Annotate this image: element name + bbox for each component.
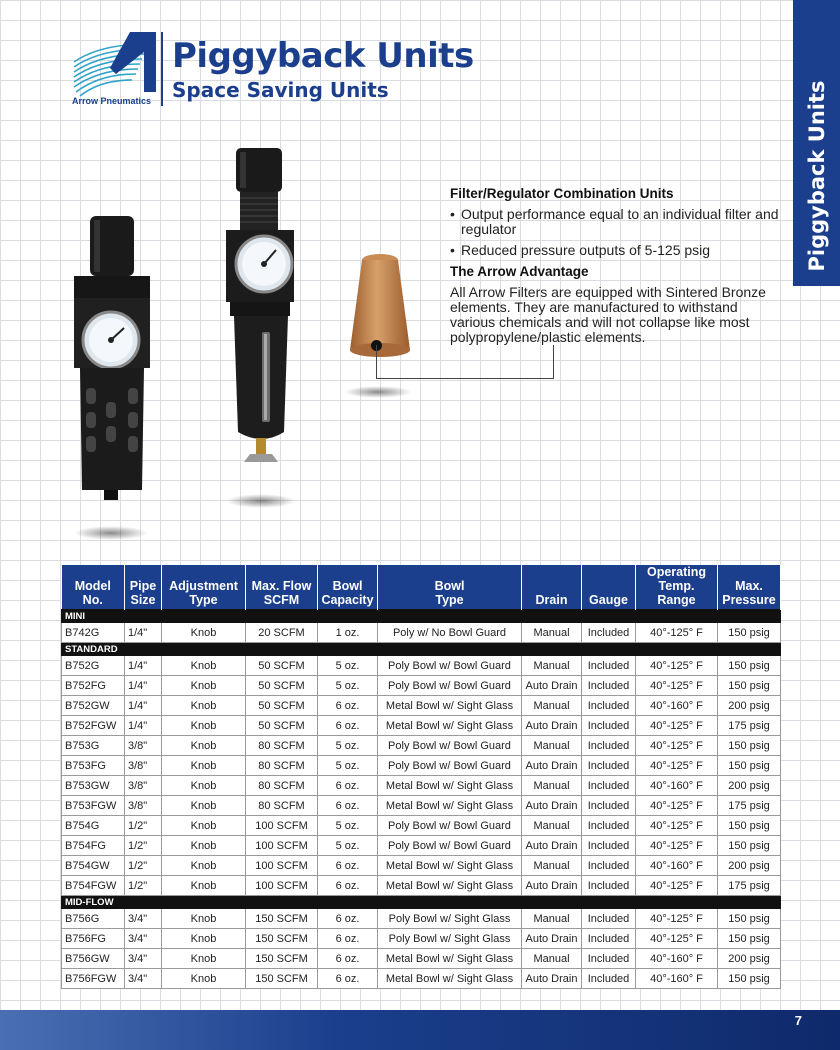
cell-drain: Auto Drain [522, 929, 582, 949]
cell-temp-range: 40°-160° F [636, 969, 718, 989]
column-header-temp-range [636, 565, 718, 610]
cell-bowl-capacity: 5 oz. [318, 756, 378, 776]
cell-max-flow: 50 SCFM [246, 656, 318, 676]
cell-adjustment-type: Knob [162, 836, 246, 856]
column-header-line: Temp. Range [657, 579, 696, 607]
cell-bowl-type: Metal Bowl w/ Sight Glass [378, 969, 522, 989]
table-row [62, 969, 781, 989]
cell-max-flow: 80 SCFM [246, 776, 318, 796]
cell-max-pressure: 175 psig [718, 716, 781, 736]
column-header-max-pressure [718, 565, 781, 610]
table-row [62, 929, 781, 949]
section-row [62, 896, 781, 909]
cell-drain: Manual [522, 696, 582, 716]
cell-model: B752FGW [62, 716, 125, 736]
cell-drain: Manual [522, 949, 582, 969]
cell-pipe-size: 3/4" [125, 949, 162, 969]
column-header-line: Size [130, 593, 156, 607]
table-row [62, 736, 781, 756]
cell-max-pressure: 175 psig [718, 796, 781, 816]
feature-bullet: • Output performance equal to an individual filter and regulator [450, 207, 780, 237]
cell-bowl-capacity: 6 oz. [318, 949, 378, 969]
cell-pipe-size: 3/8" [125, 756, 162, 776]
cell-max-flow: 100 SCFM [246, 836, 318, 856]
table-row [62, 776, 781, 796]
cell-temp-range: 40°-160° F [636, 949, 718, 969]
cell-temp-range: 40°-125° F [636, 816, 718, 836]
table-row [62, 836, 781, 856]
cell-gauge: Included [582, 949, 636, 969]
page-subtitle: Space Saving Units [172, 78, 389, 102]
cell-model: B756FG [62, 929, 125, 949]
cell-bowl-type: Metal Bowl w/ Sight Glass [378, 776, 522, 796]
cell-model: B753GW [62, 776, 125, 796]
description-heading: Filter/Regulator Combination Units [450, 186, 674, 201]
cell-max-flow: 150 SCFM [246, 929, 318, 949]
side-tab-label: Piggyback Units [804, 80, 829, 272]
cell-max-pressure: 200 psig [718, 696, 781, 716]
cell-temp-range: 40°-125° F [636, 876, 718, 896]
cell-gauge: Included [582, 856, 636, 876]
cell-bowl-type: Poly Bowl w/ Sight Glass [378, 909, 522, 929]
table-row [62, 756, 781, 776]
cell-bowl-type: Poly Bowl w/ Bowl Guard [378, 816, 522, 836]
cell-bowl-capacity: 5 oz. [318, 836, 378, 856]
cell-pipe-size: 3/8" [125, 776, 162, 796]
cell-max-flow: 100 SCFM [246, 816, 318, 836]
cell-model: B756GW [62, 949, 125, 969]
cell-bowl-type: Metal Bowl w/ Sight Glass [378, 856, 522, 876]
cell-bowl-type: Poly Bowl w/ Bowl Guard [378, 756, 522, 776]
cell-model: B753FG [62, 756, 125, 776]
cell-pipe-size: 1/2" [125, 856, 162, 876]
cell-drain: Auto Drain [522, 716, 582, 736]
column-header-line: Adjustment [169, 579, 238, 593]
cell-model: B756G [62, 909, 125, 929]
table-row [62, 716, 781, 736]
column-header-bowl-capacity [318, 565, 378, 610]
cell-adjustment-type: Knob [162, 816, 246, 836]
advantage-heading: The Arrow Advantage [450, 264, 589, 279]
cell-model: B752G [62, 656, 125, 676]
cell-adjustment-type: Knob [162, 736, 246, 756]
column-header-bowl-type [378, 565, 522, 610]
cell-max-flow: 80 SCFM [246, 796, 318, 816]
table-row [62, 656, 781, 676]
cell-drain: Manual [522, 656, 582, 676]
spec-table [61, 565, 781, 989]
cell-bowl-type: Metal Bowl w/ Sight Glass [378, 696, 522, 716]
column-header-adjustment-type [162, 565, 246, 610]
product-shadow [74, 526, 148, 540]
cell-temp-range: 40°-125° F [636, 929, 718, 949]
table-row [62, 676, 781, 696]
cell-max-pressure: 150 psig [718, 929, 781, 949]
cell-drain: Auto Drain [522, 796, 582, 816]
section-label: MID-FLOW [62, 896, 781, 909]
filter-regulator-large-image [222, 146, 298, 476]
table-row [62, 816, 781, 836]
cell-bowl-capacity: 6 oz. [318, 796, 378, 816]
cell-max-pressure: 200 psig [718, 776, 781, 796]
page-title: Piggyback Units [172, 36, 474, 76]
cell-max-pressure: 150 psig [718, 836, 781, 856]
cell-gauge: Included [582, 736, 636, 756]
cell-model: B756FGW [62, 969, 125, 989]
column-header-drain [522, 565, 582, 610]
cell-adjustment-type: Knob [162, 656, 246, 676]
table-row [62, 909, 781, 929]
cell-pipe-size: 1/4" [125, 716, 162, 736]
cell-max-flow: 50 SCFM [246, 676, 318, 696]
cell-gauge: Included [582, 776, 636, 796]
cell-drain: Manual [522, 816, 582, 836]
cell-bowl-type: Metal Bowl w/ Sight Glass [378, 716, 522, 736]
cell-adjustment-type: Knob [162, 929, 246, 949]
cell-max-pressure: 150 psig [718, 676, 781, 696]
cell-gauge: Included [582, 909, 636, 929]
cell-model: B742G [62, 623, 125, 643]
cell-bowl-capacity: 1 oz. [318, 623, 378, 643]
callout-line [376, 345, 554, 379]
cell-drain: Manual [522, 909, 582, 929]
cell-pipe-size: 1/4" [125, 623, 162, 643]
cell-gauge: Included [582, 696, 636, 716]
page-number: 7 [794, 1013, 802, 1028]
cell-temp-range: 40°-125° F [636, 836, 718, 856]
cell-max-pressure: 150 psig [718, 969, 781, 989]
cell-gauge: Included [582, 969, 636, 989]
cell-max-flow: 80 SCFM [246, 756, 318, 776]
cell-temp-range: 40°-160° F [636, 696, 718, 716]
cell-pipe-size: 1/4" [125, 676, 162, 696]
cell-max-flow: 150 SCFM [246, 949, 318, 969]
cell-drain: Auto Drain [522, 836, 582, 856]
section-label: STANDARD [62, 643, 781, 656]
cell-max-flow: 20 SCFM [246, 623, 318, 643]
cell-max-flow: 50 SCFM [246, 716, 318, 736]
column-header-line: Pipe [129, 579, 157, 593]
cell-temp-range: 40°-160° F [636, 776, 718, 796]
cell-pipe-size: 1/2" [125, 816, 162, 836]
cell-pipe-size: 3/4" [125, 909, 162, 929]
cell-max-pressure: 150 psig [718, 736, 781, 756]
title-divider [161, 32, 163, 106]
column-header-gauge [582, 565, 636, 610]
column-header-pipe-size [125, 565, 162, 610]
cell-adjustment-type: Knob [162, 776, 246, 796]
cell-bowl-capacity: 6 oz. [318, 856, 378, 876]
cell-max-pressure: 175 psig [718, 876, 781, 896]
cell-bowl-capacity: 6 oz. [318, 716, 378, 736]
cell-max-pressure: 150 psig [718, 623, 781, 643]
cell-bowl-type: Metal Bowl w/ Sight Glass [378, 949, 522, 969]
column-header-line: Bowl [332, 579, 363, 593]
table-row [62, 949, 781, 969]
column-header-max-flow [246, 565, 318, 610]
cell-drain: Manual [522, 856, 582, 876]
cell-max-flow: 150 SCFM [246, 969, 318, 989]
cell-adjustment-type: Knob [162, 696, 246, 716]
cell-pipe-size: 3/4" [125, 969, 162, 989]
cell-bowl-type: Metal Bowl w/ Sight Glass [378, 796, 522, 816]
cell-drain: Manual [522, 776, 582, 796]
section-label: MINI [62, 610, 781, 623]
cell-adjustment-type: Knob [162, 876, 246, 896]
section-row [62, 643, 781, 656]
cell-bowl-capacity: 5 oz. [318, 676, 378, 696]
column-header-line [524, 579, 579, 593]
cell-gauge: Included [582, 756, 636, 776]
cell-gauge: Included [582, 716, 636, 736]
table-row [62, 796, 781, 816]
cell-bowl-type: Poly Bowl w/ Bowl Guard [378, 836, 522, 856]
cell-drain: Auto Drain [522, 676, 582, 696]
cell-bowl-capacity: 6 oz. [318, 929, 378, 949]
cell-pipe-size: 1/2" [125, 876, 162, 896]
cell-max-flow: 50 SCFM [246, 696, 318, 716]
cell-drain: Manual [522, 623, 582, 643]
cell-temp-range: 40°-125° F [636, 756, 718, 776]
cell-bowl-type: Poly Bowl w/ Bowl Guard [378, 676, 522, 696]
cell-temp-range: 40°-125° F [636, 716, 718, 736]
cell-max-pressure: 200 psig [718, 949, 781, 969]
cell-bowl-capacity: 6 oz. [318, 876, 378, 896]
cell-temp-range: 40°-125° F [636, 796, 718, 816]
cell-model: B753FGW [62, 796, 125, 816]
cell-gauge: Included [582, 676, 636, 696]
cell-max-pressure: 200 psig [718, 856, 781, 876]
column-header-line: Gauge [589, 593, 628, 607]
column-header-line: Drain [535, 593, 568, 607]
cell-pipe-size: 3/4" [125, 929, 162, 949]
column-header-model [62, 565, 125, 610]
feature-list [450, 207, 780, 258]
column-header-line: Pressure [722, 593, 776, 607]
filter-regulator-small-image [66, 212, 158, 504]
column-header-line: Capacity [321, 593, 374, 607]
cell-bowl-capacity: 5 oz. [318, 656, 378, 676]
cell-bowl-capacity: 6 oz. [318, 909, 378, 929]
product-shadow [344, 386, 412, 398]
column-header-line: Model [74, 579, 111, 593]
cell-drain: Auto Drain [522, 876, 582, 896]
cell-drain: Manual [522, 736, 582, 756]
table-header-row [62, 565, 781, 610]
cell-max-pressure: 150 psig [718, 816, 781, 836]
cell-gauge: Included [582, 876, 636, 896]
cell-adjustment-type: Knob [162, 856, 246, 876]
cell-model: B754G [62, 816, 125, 836]
cell-adjustment-type: Knob [162, 623, 246, 643]
column-header-line: Bowl [434, 579, 465, 593]
cell-bowl-type: Poly Bowl w/ Bowl Guard [378, 656, 522, 676]
column-header-line: Type [435, 593, 464, 607]
cell-max-flow: 80 SCFM [246, 736, 318, 756]
column-header-line [584, 579, 633, 593]
cell-max-pressure: 150 psig [718, 656, 781, 676]
advantage-text: All Arrow Filters are equipped with Sintered Bronze elements. They are manufactured to withstand various chemicals and will not collapse like most polypropylene/plastic elements. [450, 284, 766, 345]
cell-bowl-type: Poly Bowl w/ Bowl Guard [378, 736, 522, 756]
cell-temp-range: 40°-125° F [636, 736, 718, 756]
cell-bowl-capacity: 6 oz. [318, 776, 378, 796]
cell-drain: Auto Drain [522, 756, 582, 776]
cell-adjustment-type: Knob [162, 676, 246, 696]
product-description [450, 186, 780, 345]
column-header-line: No. [82, 593, 103, 607]
cell-max-flow: 100 SCFM [246, 876, 318, 896]
side-tab [793, 0, 840, 286]
table-row [62, 623, 781, 643]
cell-model: B754FGW [62, 876, 125, 896]
table-row [62, 856, 781, 876]
cell-pipe-size: 1/4" [125, 696, 162, 716]
cell-temp-range: 40°-125° F [636, 656, 718, 676]
cell-adjustment-type: Knob [162, 909, 246, 929]
cell-adjustment-type: Knob [162, 796, 246, 816]
cell-adjustment-type: Knob [162, 949, 246, 969]
cell-temp-range: 40°-160° F [636, 856, 718, 876]
section-row [62, 610, 781, 623]
cell-gauge: Included [582, 929, 636, 949]
cell-model: B754GW [62, 856, 125, 876]
cell-gauge: Included [582, 656, 636, 676]
cell-bowl-capacity: 5 oz. [318, 816, 378, 836]
cell-model: B754FG [62, 836, 125, 856]
cell-temp-range: 40°-125° F [636, 676, 718, 696]
cell-adjustment-type: Knob [162, 969, 246, 989]
cell-gauge: Included [582, 836, 636, 856]
cell-max-pressure: 150 psig [718, 909, 781, 929]
cell-temp-range: 40°-125° F [636, 909, 718, 929]
cell-bowl-capacity: 5 oz. [318, 736, 378, 756]
cell-model: B752FG [62, 676, 125, 696]
cell-pipe-size: 1/2" [125, 836, 162, 856]
cell-max-flow: 150 SCFM [246, 909, 318, 929]
column-header-line: Type [189, 593, 218, 607]
column-header-line: SCFM [263, 593, 300, 607]
cell-gauge: Included [582, 816, 636, 836]
cell-model: B753G [62, 736, 125, 756]
column-header-line: Max. [735, 579, 763, 593]
product-shadow [226, 494, 296, 508]
column-header-line: Max. Flow [251, 579, 312, 593]
cell-gauge: Included [582, 796, 636, 816]
cell-bowl-type: Poly w/ No Bowl Guard [378, 623, 522, 643]
column-header-line: Operating [646, 565, 707, 579]
feature-bullet: • Reduced pressure outputs of 5-125 psig [450, 243, 780, 258]
cell-bowl-capacity: 6 oz. [318, 969, 378, 989]
cell-bowl-type: Poly Bowl w/ Sight Glass [378, 929, 522, 949]
cell-pipe-size: 3/8" [125, 736, 162, 756]
cell-bowl-capacity: 6 oz. [318, 696, 378, 716]
cell-adjustment-type: Knob [162, 756, 246, 776]
footer-bar [0, 1010, 840, 1050]
cell-max-pressure: 150 psig [718, 756, 781, 776]
logo-text: Arrow Pneumatics [72, 96, 152, 106]
table-row [62, 876, 781, 896]
cell-temp-range: 40°-125° F [636, 623, 718, 643]
cell-model: B752GW [62, 696, 125, 716]
cell-pipe-size: 1/4" [125, 656, 162, 676]
cell-pipe-size: 3/8" [125, 796, 162, 816]
table-row [62, 696, 781, 716]
cell-bowl-type: Metal Bowl w/ Sight Glass [378, 876, 522, 896]
table-body [62, 610, 781, 989]
cell-drain: Auto Drain [522, 969, 582, 989]
cell-max-flow: 100 SCFM [246, 856, 318, 876]
cell-gauge: Included [582, 623, 636, 643]
cell-adjustment-type: Knob [162, 716, 246, 736]
